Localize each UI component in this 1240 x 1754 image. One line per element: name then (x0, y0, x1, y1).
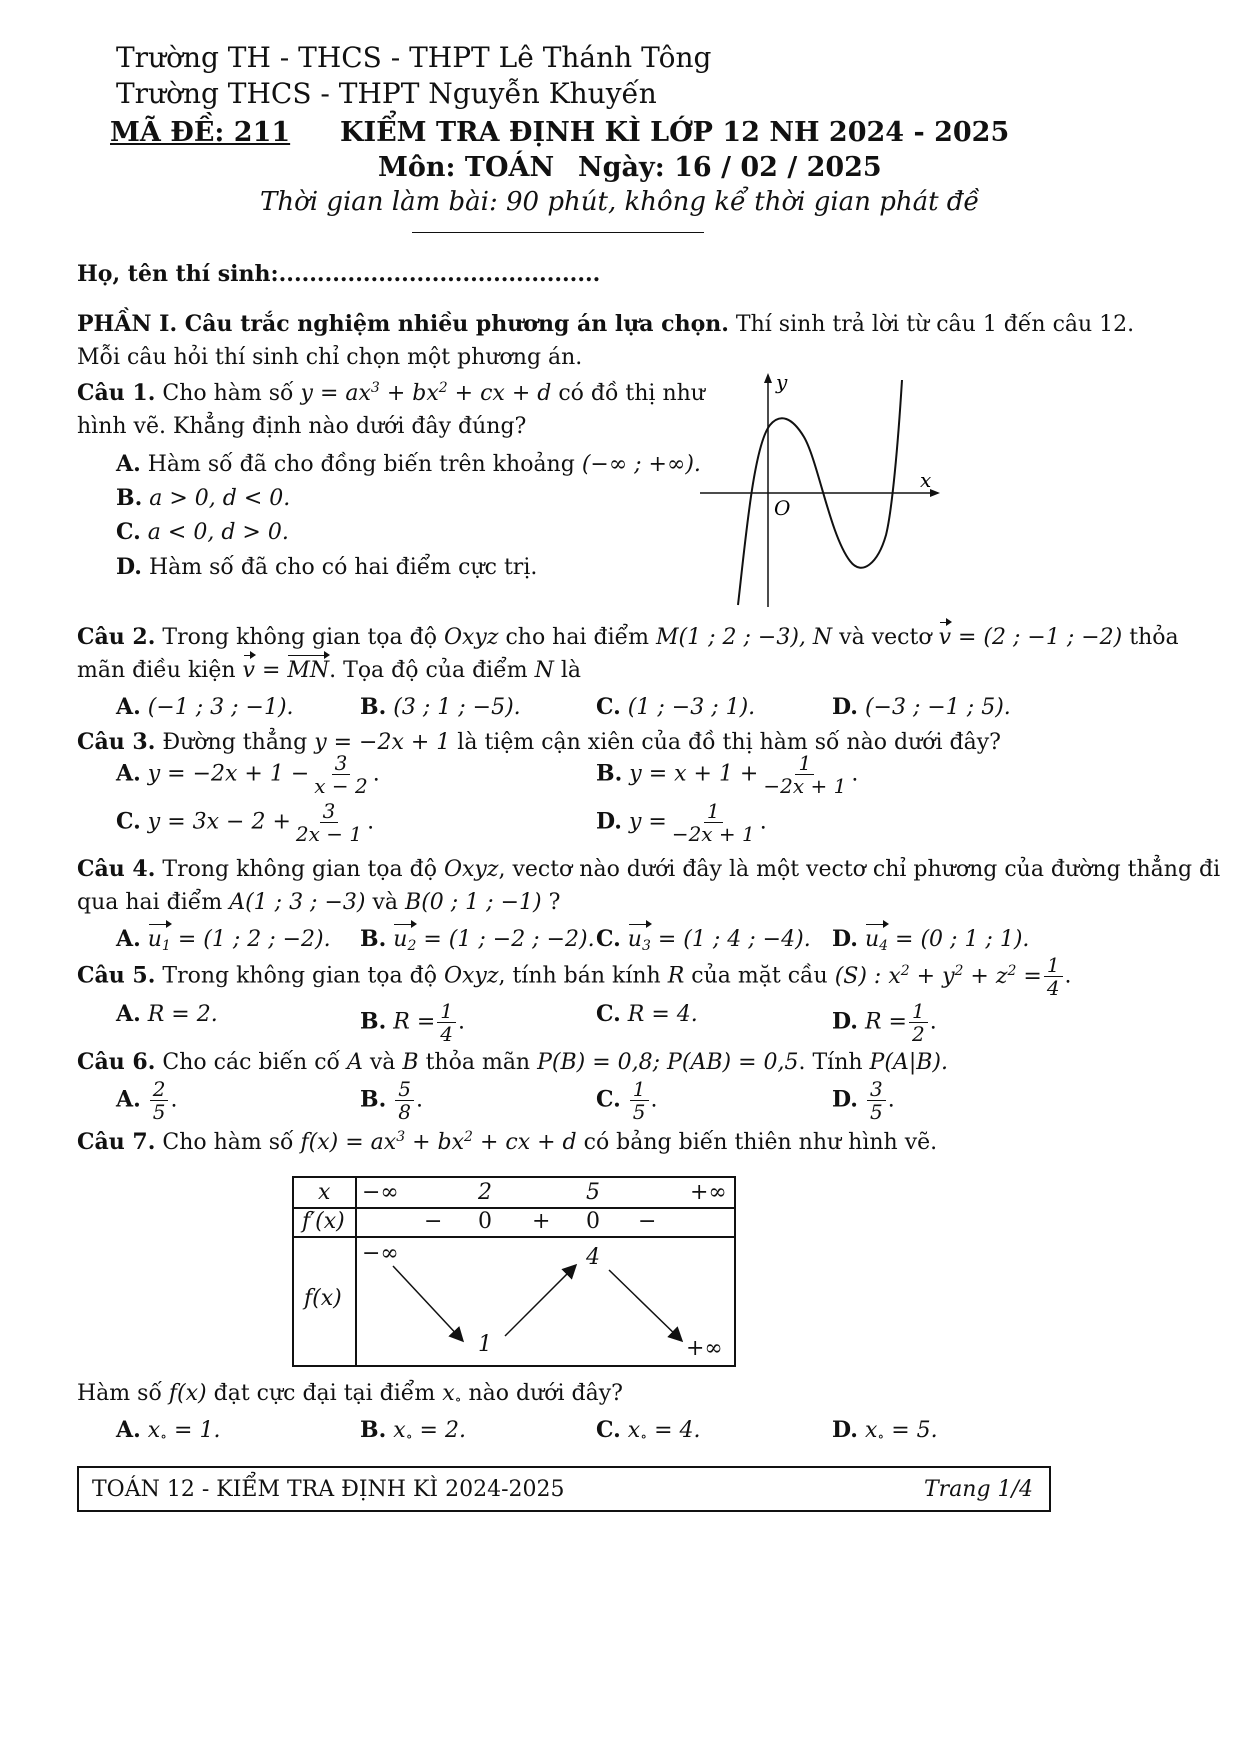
q3-text-b: là tiệm cận xiên của đồ thị hàm số nào dưới đây? (457, 730, 1001, 755)
q2-text: Trong không gian tọa độ (162, 625, 437, 650)
q4-text: Trong không gian tọa độ (162, 857, 437, 882)
table-arrows (355, 1236, 736, 1367)
q5-stem: Câu 5. Trong không gian tọa độ Oxyz, tính bán kính R của mặt cầu (S) : $x^2 + y^2 + z^2$ = $\frac{1}{4}$ . (77, 953, 1072, 1000)
option-letter: C. (596, 926, 621, 952)
q1-text: Cho hàm số (162, 381, 294, 406)
q2-label: Câu 2. (77, 624, 156, 650)
option-letter: A. (116, 1417, 141, 1443)
q7-question: Hàm số f(x) đạt cực đại tại điểm $x_\circ$ nào dưới đây? (77, 1381, 623, 1408)
q3-option-a[interactable]: A. y = −2x + 1 − $\frac{3}{x - 2}$ . (116, 751, 380, 798)
footer-title: TOÁN 12 - KIỂM TRA ĐỊNH KÌ 2024-2025 (92, 1477, 565, 1502)
option-letter: A. (116, 1086, 141, 1113)
q7-question-a: Hàm số (77, 1381, 162, 1406)
q6-text: Cho các biến cố (162, 1050, 340, 1075)
part1-intro-line (77, 310, 1134, 339)
option-letter: C. (596, 1086, 621, 1113)
option-letter: D. (832, 694, 858, 720)
q3-option-d[interactable]: D. y = $\frac{1}{-2x + 1}$ . (596, 799, 767, 846)
option-letter: A. (116, 760, 141, 787)
q4-option-d[interactable]: D. $u_4 = (0$ ; 1 ; 1). (832, 926, 1030, 954)
q7-text: Cho hàm số (162, 1130, 294, 1155)
option-letter: D. (832, 1086, 858, 1113)
exam-title: KIỂM TRA ĐỊNH KÌ LỚP 12 NH 2024 - 2025 (340, 117, 1010, 148)
table-row-x: x (318, 1180, 331, 1205)
q5-option-c[interactable]: C. R = 4. (596, 1001, 698, 1027)
q3-text: Đường thẳng (162, 730, 308, 755)
table-f-value: +∞ (686, 1336, 723, 1361)
option-letter: D. (116, 554, 142, 580)
q4-text-b: , vectơ nào dưới đây là một vectơ chỉ phương của đường thẳng đi (498, 857, 1221, 882)
q1-option-d-text: Hàm số đã cho có hai điểm cực trị. (148, 555, 538, 580)
q6-label: Câu 6. (77, 1049, 156, 1075)
option-letter: B. (360, 926, 387, 952)
q1-stem-2: hình vẽ. Khẳng định nào dưới đây đúng? (77, 414, 527, 439)
q7-option-b[interactable]: B. $x_\circ = 2$. (360, 1417, 466, 1445)
q5-text-c: của mặt cầu (691, 963, 828, 989)
option-letter: C. (596, 694, 621, 720)
table-x-value: +∞ (690, 1180, 727, 1205)
q1-option-a-text: Hàm số đã cho đồng biến trên khoảng (147, 452, 575, 477)
school-name-2: Trường THCS - THPT Nguyễn Khuyến (116, 77, 657, 110)
q6-option-c[interactable]: C. $\frac{1}{5}$ . (596, 1077, 658, 1124)
q1-text-b: có đồ thị như (558, 381, 705, 406)
q4-text-c: qua hai điểm (77, 890, 223, 915)
option-letter: B. (360, 1086, 387, 1113)
q2-text-g: là (560, 658, 582, 683)
table-x-value: 5 (586, 1180, 600, 1205)
q2-stem: Câu 2. Trong không gian tọa độ Oxyz cho hai điểm M(1 ; 2 ; −3), N và vectơ v = (2 ; −1 ; −2) thỏa (77, 624, 1179, 650)
table-row-fprime: f′(x) (302, 1209, 345, 1234)
q1-stem (77, 379, 705, 408)
q2-text-c: và vectơ (839, 625, 932, 650)
q3-label: Câu 3. (77, 729, 156, 755)
table-x-value: −∞ (362, 1180, 399, 1205)
x-axis-arrow (930, 489, 940, 497)
option-letter: B. (360, 1008, 387, 1035)
part1-intro2: Mỗi câu hỏi thí sinh chỉ chọn một phương án. (77, 345, 583, 370)
q7-option-a[interactable]: A. $x_\circ = 1$. (116, 1417, 221, 1445)
q5-text: Trong không gian tọa độ (162, 963, 437, 989)
arrow-down-2 (609, 1270, 681, 1340)
q5-option-a[interactable]: A. R = 2. (116, 1001, 218, 1027)
footer-page-number: Trang 1/4 (924, 1477, 1033, 1502)
q2-stem-2: mãn điều kiện v = MN. Tọa độ của điểm N là (77, 658, 582, 683)
q2-text-b: cho hai điểm (505, 625, 650, 650)
table-x-value: 2 (478, 1180, 492, 1205)
option-letter: A. (116, 694, 141, 720)
q2-text-d: thỏa (1129, 625, 1179, 650)
q1-label: Câu 1. (77, 380, 156, 406)
q4-option-c[interactable]: C. $u_3 = (1$ ; 4 ; −4). (596, 926, 811, 954)
option-letter: D. (832, 1417, 858, 1443)
option-letter: D. (832, 1008, 858, 1035)
arrow-up (505, 1266, 575, 1336)
q1-option-a[interactable]: A. Hàm số đã cho đồng biến trên khoảng (−∞ ; +∞). (116, 451, 701, 477)
q5-text-b: , tính bán kính (498, 963, 661, 989)
option-letter: B. (596, 760, 623, 787)
q3-stem: Câu 3. Đường thẳng y = −2x + 1 là tiệm cận xiên của đồ thị hàm số nào dưới đây? (77, 729, 1001, 755)
table-sign: + (532, 1209, 551, 1234)
school-name-1: Trường TH - THCS - THPT Lê Thánh Tông (116, 41, 712, 74)
table-f-value: −∞ (362, 1241, 399, 1266)
q1-function: $y = ax^3 + bx^2$ + cx + d (300, 380, 552, 406)
q4-text-d: và (372, 890, 399, 915)
part1-intro: Thí sinh trả lời từ câu 1 đến câu 12. (735, 312, 1135, 337)
option-letter: A. (116, 926, 141, 952)
option-letter: C. (596, 1417, 621, 1443)
q7-option-c[interactable]: C. $x_\circ = 4$. (596, 1417, 701, 1445)
q2-option-b[interactable]: B. (3 ; 1 ; −5). (360, 694, 521, 720)
q6-option-a[interactable]: A. $\frac{2}{5}$ . (116, 1077, 178, 1124)
exam-code: MÃ ĐỀ: 211 (110, 117, 291, 148)
q5-label: Câu 5. (77, 962, 156, 989)
option-letter: C. (116, 808, 141, 835)
q4-stem: Câu 4. Trong không gian tọa độ Oxyz, vectơ nào dưới đây là một vectơ chỉ phương của đường thẳng đi (77, 856, 1221, 882)
table-sign: − (424, 1209, 443, 1234)
q7-question-b: đạt cực đại tại điểm (213, 1381, 436, 1406)
option-letter: B. (360, 694, 387, 720)
q5-option-b[interactable]: B. R = $\frac{1}{4}$ . (360, 999, 465, 1046)
option-letter: A. (116, 451, 141, 477)
option-letter: B. (360, 1417, 387, 1443)
q4-stem-2: qua hai điểm A(1 ; 3 ; −3) và B(0 ; 1 ; −1) ? (77, 890, 561, 915)
q6-stem: Câu 6. Cho các biến cố A và B thỏa mãn P(B) = 0,8; P(AB) = 0,5. Tính P(A|B). (77, 1049, 948, 1075)
origin-label: O (774, 496, 791, 520)
table-row-divider-1 (292, 1207, 736, 1209)
exam-date: Ngày: 16 / 02 / 2025 (578, 152, 882, 183)
q4-label: Câu 4. (77, 856, 156, 882)
q1-option-d[interactable] (116, 553, 537, 582)
q6-text-d: . Tính (798, 1050, 863, 1075)
q7-label: Câu 7. (77, 1129, 156, 1155)
table-row-f: f(x) (304, 1286, 342, 1311)
table-f-value: 4 (586, 1245, 600, 1270)
option-letter: B. (116, 485, 143, 511)
q7-question-c: nào dưới đây? (468, 1381, 623, 1406)
q4-option-b[interactable]: B. $u_2 = (1$ ; −2 ; −2). (360, 926, 595, 954)
option-letter: D. (832, 926, 858, 952)
arrow-down-1 (393, 1266, 462, 1340)
q3-option-c[interactable]: C. y = 3x − 2 + $\frac{3}{2x - 1}$ . (116, 799, 375, 846)
header-divider (412, 232, 704, 233)
q2-option-d[interactable]: D. (−3 ; −1 ; 5). (832, 694, 1011, 720)
q1-graph (690, 365, 950, 615)
q7-text-b: có bảng biến thiên như hình vẽ. (583, 1130, 938, 1155)
q3-option-b[interactable]: B. y = x + 1 + $\frac{1}{-2x + 1}$ . (596, 751, 859, 798)
q2-option-c[interactable]: C. (1 ; −3 ; 1). (596, 694, 756, 720)
exam-subject: Môn: TOÁN (378, 152, 555, 183)
table-sign: − (638, 1209, 657, 1234)
q7-stem: Câu 7. Cho hàm số $f(x) = ax^3 + bx^2$ + cx + d có bảng biến thiên như hình vẽ. (77, 1129, 938, 1155)
y-axis-arrow (764, 373, 772, 383)
q1-option-c[interactable]: C. a < 0, d > 0. (116, 519, 289, 545)
q6-option-b[interactable]: B. $\frac{5}{8}$ . (360, 1077, 423, 1124)
q6-text-b: và (369, 1050, 396, 1075)
q2-option-a[interactable]: A. (−1 ; 3 ; −1). (116, 694, 294, 720)
table-f-value: 1 (478, 1332, 492, 1357)
option-letter: A. (116, 1001, 141, 1027)
table-sign: 0 (586, 1209, 600, 1234)
q2-text-e: mãn điều kiện (77, 658, 236, 683)
exam-duration: Thời gian làm bài: 90 phút, không kể thời gian phát đề (260, 187, 980, 217)
q5-option-d[interactable]: D. R = $\frac{1}{2}$ . (832, 999, 937, 1046)
part1-heading: PHẦN I. Câu trắc nghiệm nhiều phương án lựa chọn. (77, 311, 729, 337)
option-letter: C. (116, 519, 141, 545)
student-name-line: Họ, tên thí sinh:.......................................... (77, 261, 601, 287)
option-letter: C. (596, 1001, 621, 1027)
y-label: y (776, 370, 788, 394)
q7-option-d[interactable]: D. $x_\circ = 5$. (832, 1417, 938, 1445)
q2-text-f: . Tọa độ của điểm (329, 658, 528, 683)
option-letter: D. (596, 808, 622, 835)
q1-option-b[interactable]: B. a > 0, d < 0. (116, 485, 291, 511)
q6-option-d[interactable]: D. $\frac{3}{5}$ . (832, 1077, 895, 1124)
x-label: x (920, 468, 932, 492)
q4-option-a[interactable]: A. $u_1 = (1$ ; 2 ; −2). (116, 926, 331, 954)
table-sign: 0 (478, 1209, 492, 1234)
q6-text-c: thỏa mãn (425, 1050, 531, 1075)
